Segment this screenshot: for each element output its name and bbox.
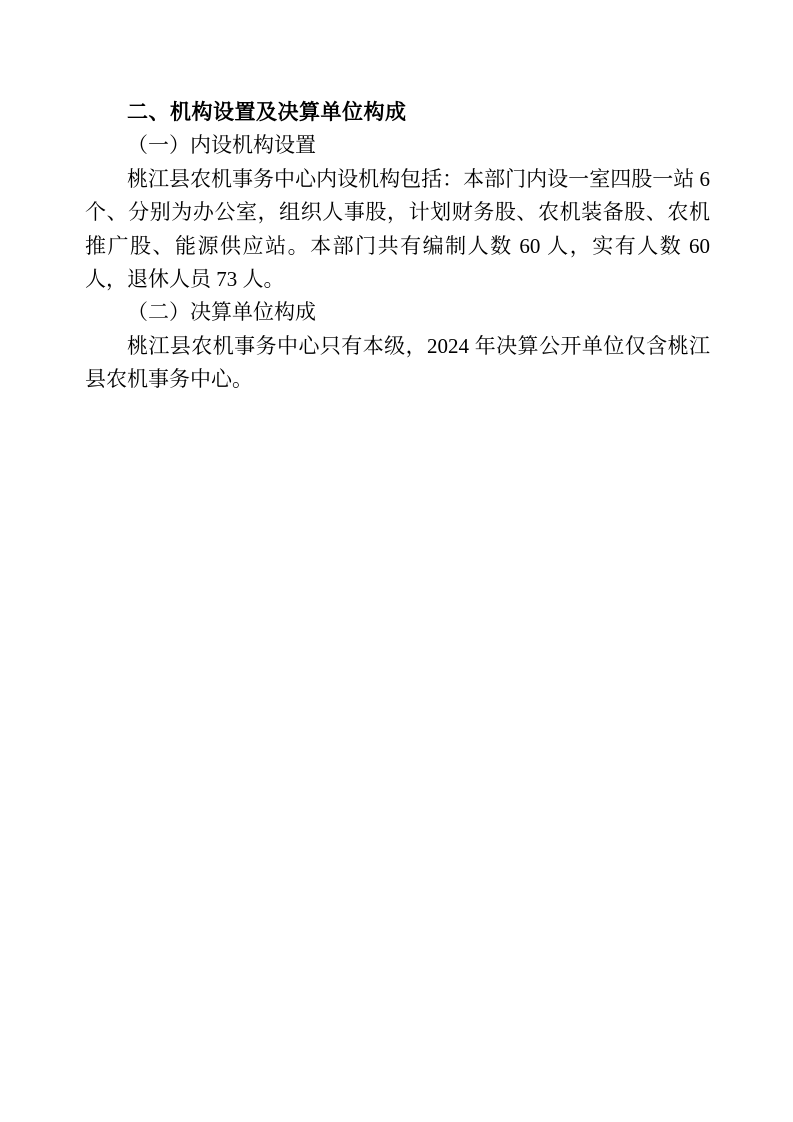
section-heading: 二、机构设置及决算单位构成 bbox=[127, 101, 407, 124]
paragraph-unit-composition-detail: 桃江县农机事务中心只有本级，2024 年决算公开单位仅含桃江县农机事务中心。 bbox=[85, 333, 710, 392]
subsection-heading-internal-structure: （一）内设机构设置 bbox=[127, 133, 316, 158]
paragraph-internal-structure-detail: 桃江县农机事务中心内设机构包括：本部门内设一室四股一站 6 个、分别为办公室，组织人事股，计划财务股、农机装备股、农机推广股、能源供应站。本部门共有编制人数 60 人，实有人数 60 人，退休人员 73 人。 bbox=[85, 166, 710, 292]
document-content bbox=[85, 96, 710, 397]
subsection-heading-unit-composition: （二）决算单位构成 bbox=[127, 300, 316, 325]
